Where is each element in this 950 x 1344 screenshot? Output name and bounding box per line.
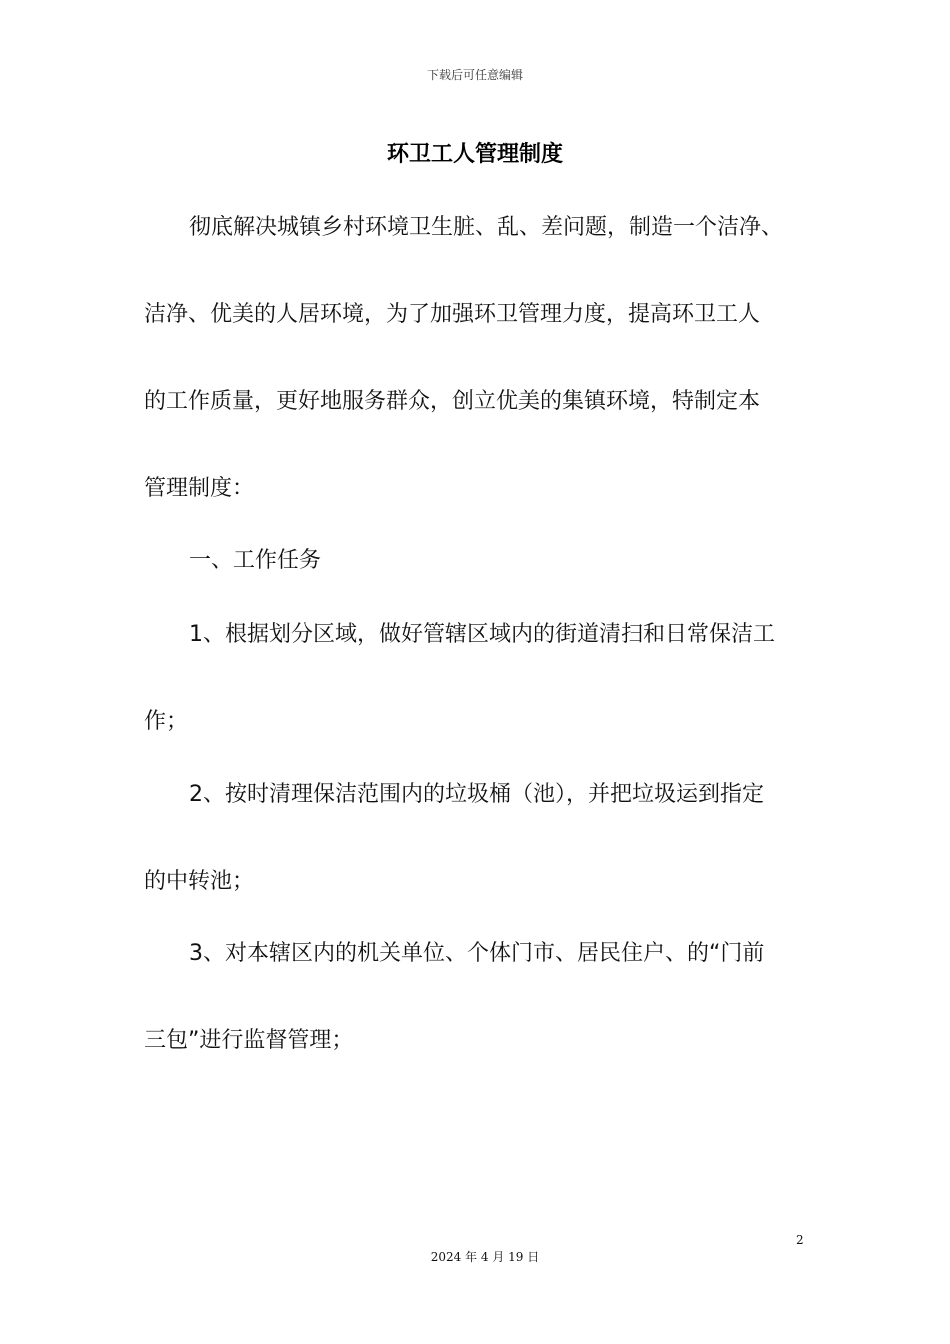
paragraph-line: 管理制度：	[144, 476, 255, 501]
header-note: 下载后可任意编辑	[426, 68, 523, 82]
page-number: 2	[796, 1233, 804, 1247]
section-heading: 一、工作任务	[189, 548, 322, 573]
list-item-line: 的中转池；	[144, 869, 255, 894]
list-item-line: 作；	[144, 709, 189, 734]
footer-date: 2024 年 4 月 19 日	[430, 1250, 540, 1264]
paragraph-line: 的工作质量，更好地服务群众，创立优美的集镇环境，特制定本	[144, 389, 761, 414]
document-title: 环卫工人管理制度	[386, 142, 563, 167]
paragraph-line: 洁净、优美的人居环境，为了加强环卫管理力度，提高环卫工人	[144, 302, 761, 327]
paragraph-line: 彻底解决城镇乡村环境卫生脏、乱、差问题，制造一个洁净、	[189, 215, 784, 240]
list-item-line: 1、根据划分区域，做好管辖区域内的街道清扫和日常保洁工	[189, 622, 775, 647]
list-item-line: 三包”进行监督管理；	[144, 1028, 354, 1053]
list-item-line: 3、对本辖区内的机关单位、个体门市、居民住户、的“门前	[189, 941, 765, 966]
list-item-line: 2、按时清理保洁范围内的垃圾桶（池），并把垃圾运到指定	[189, 782, 764, 807]
